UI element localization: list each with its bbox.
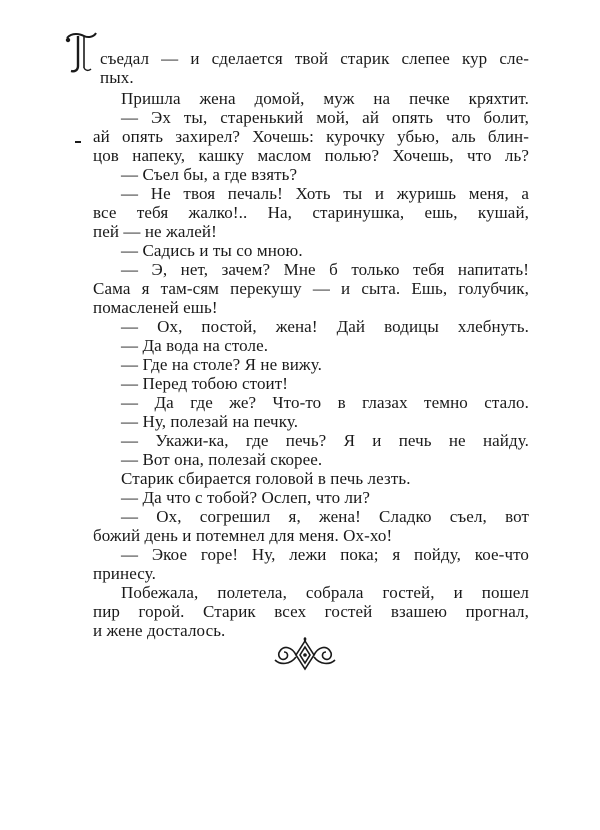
text-line: — Ну, полезай на печку. — [121, 412, 299, 431]
text-line: — Да что с тобой? Ослеп, что ли? — [121, 488, 370, 507]
text-line: — Вот она, полезай скорее. — [121, 450, 323, 469]
text-line: пир горой. Старик всех гостей взашею прогнал, — [93, 602, 529, 621]
text-line: принесу. — [93, 564, 156, 583]
margin-mark — [75, 141, 81, 143]
text-line: — Укажи-ка, где печь? Я и печь не найду. — [121, 431, 529, 450]
text-line: пей — не жалей! — [93, 222, 217, 241]
text-line: Старик сбирается головой в печь лезть. — [121, 469, 411, 488]
text-line: — Эх ты, старенький мой, ай опять что болит, — [121, 108, 529, 127]
text-line: — Не твоя печаль! Хоть ты и журишь меня, а — [121, 184, 529, 203]
text-line: — Перед тобою стоит! — [121, 374, 289, 393]
text-line: — Ох, постой, жена! Дай водицы хлебнуть. — [121, 317, 529, 336]
text-line: Сама я там-сям перекушу — и сыта. Ешь, голубчик, — [93, 279, 529, 298]
text-line: — Съел бы, а где взять? — [121, 165, 298, 184]
text-line: — Экое горе! Ну, лежи пока; я пойду, кое-что — [121, 545, 529, 564]
text-line: божий день и потемнел для меня. Ох-хо! — [93, 526, 393, 545]
text-line: все тебя жалко!.. На, старинушка, ешь, кушай, — [93, 203, 529, 222]
text-line: — Где на столе? Я не вижу. — [121, 355, 322, 374]
text-line: и жене досталось. — [93, 621, 226, 640]
text-line: ай опять захирел? Хочешь: курочку убью, аль блин- — [93, 127, 529, 146]
text-line: — Ох, согрешил я, жена! Сладко съел, вот — [121, 507, 529, 526]
text-line: — Э, нет, зачем? Мне б только тебя напитать! — [121, 260, 529, 279]
text-line: — Да где же? Что-то в глазах темно стало. — [121, 393, 529, 412]
text-line: съедал — и сделается твой старик слепее кур сле- — [100, 49, 529, 68]
text-line: помасленей ешь! — [93, 298, 218, 317]
text-line: цов напеку, кашку маслом полью? Хочешь, что ль? — [93, 146, 529, 165]
text-line: — Да вода на столе. — [121, 336, 269, 355]
decorative-initial-letter — [64, 30, 98, 74]
text-line: пых. — [100, 68, 134, 87]
text-line: — Садись и ты со мною. — [121, 241, 303, 260]
text-line: Пришла жена домой, муж на печке кряхтит. — [121, 89, 529, 108]
text-line: Побежала, полетела, собрала гостей, и пошел — [121, 583, 529, 602]
ornament-divider — [270, 635, 340, 675]
